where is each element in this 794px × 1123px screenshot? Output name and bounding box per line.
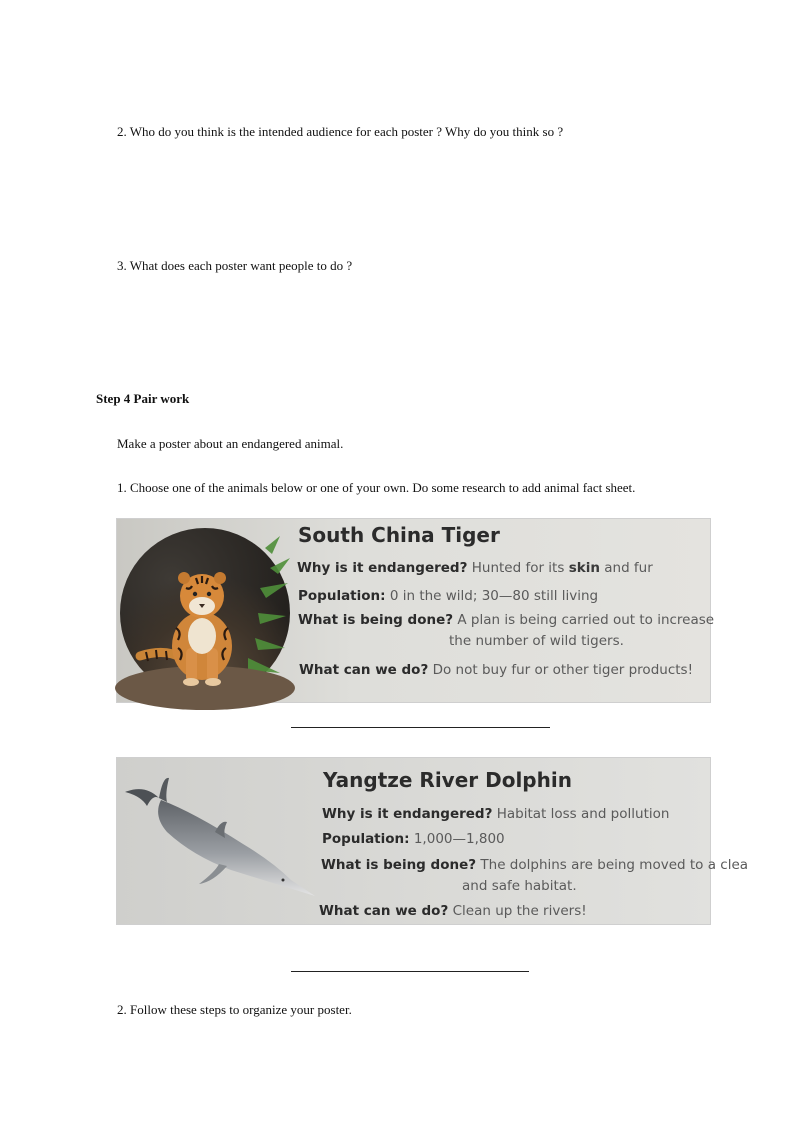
why-text-post: and fur — [599, 560, 653, 576]
population-row — [298, 588, 598, 604]
instruction-text: Make a poster about an endangered animal. — [117, 436, 344, 451]
population-label: Population: — [322, 831, 410, 847]
being-done-text: The dolphins are being moved to a clea — [480, 857, 749, 873]
being-done-continuation: and safe habitat. — [462, 878, 577, 894]
answer-line — [291, 971, 529, 972]
why-endangered-row — [297, 560, 653, 576]
why-label: Why is it endangered? — [322, 806, 493, 822]
tiger-illustration — [120, 528, 290, 698]
step-item-2: 2. Follow these steps to organize your poster. — [117, 1002, 352, 1017]
answer-line — [291, 727, 550, 728]
tiger-photo — [120, 528, 290, 698]
step-item-1: 1. Choose one of the animals below or one of your own. Do some research to add animal fact sheet. — [117, 480, 636, 495]
being-done-text: A plan is being carried out to increase — [457, 612, 715, 628]
being-done-row — [298, 612, 714, 628]
section-heading: Step 4 Pair work — [96, 391, 190, 406]
why-text-pre: Hunted for its — [471, 560, 569, 576]
tiger-fact-card — [116, 518, 715, 703]
we-do-label: What can we do? — [299, 662, 429, 678]
population-text: 1,000—1,800 — [413, 831, 505, 847]
we-do-row — [299, 662, 693, 678]
population-row — [322, 831, 505, 847]
we-do-row — [319, 903, 587, 919]
being-done-label: What is being done? — [321, 857, 477, 873]
question-3: 3. What does each poster want people to do ? — [117, 258, 353, 273]
population-label: Population: — [298, 588, 386, 604]
dolphin-illustration — [123, 772, 319, 902]
population-text: 0 in the wild; 30—80 still living — [389, 588, 599, 604]
we-do-text: Do not buy fur or other tiger products! — [432, 662, 693, 678]
card-title: South China Tiger — [298, 523, 500, 547]
we-do-label: What can we do? — [319, 903, 449, 919]
being-done-label: What is being done? — [298, 612, 454, 628]
being-done-row — [321, 857, 748, 873]
we-do-text: Clean up the rivers! — [452, 903, 587, 919]
why-text-bold: skin — [568, 560, 600, 576]
why-text: Habitat loss and pollution — [496, 806, 670, 822]
why-endangered-row — [322, 806, 669, 822]
card-title: Yangtze River Dolphin — [323, 768, 572, 792]
dolphin-fact-card — [116, 757, 749, 925]
why-label: Why is it endangered? — [297, 560, 468, 576]
question-2: 2. Who do you think is the intended audience for each poster ? Why do you think so ? — [117, 124, 564, 139]
being-done-continuation: the number of wild tigers. — [449, 633, 624, 649]
